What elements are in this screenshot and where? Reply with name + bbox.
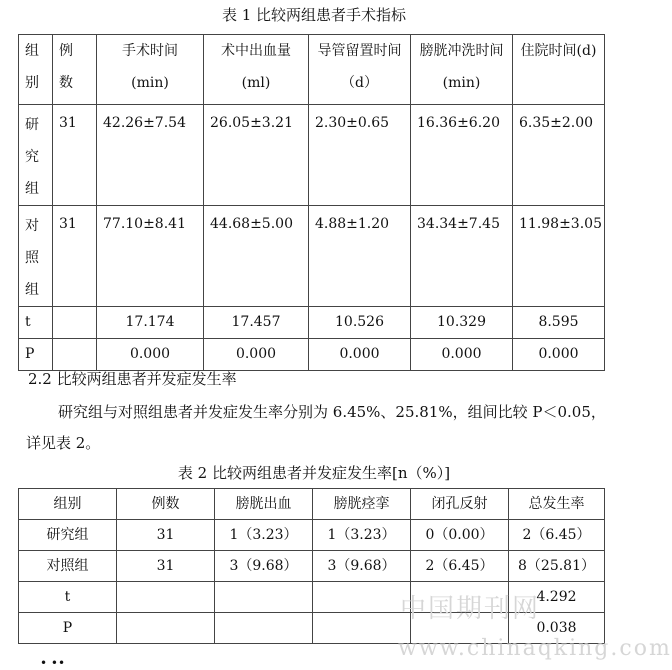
table-cell [313,582,411,613]
table-cell: 4.88±1.20 [309,206,411,307]
table-cell [53,339,97,371]
row-label: t [19,582,117,613]
table1-caption: 表 1 比较两组患者手术指标 [221,6,407,24]
table2-caption: 表 2 比较两组患者并发症发生率[n（%）] [177,464,451,482]
table-cell [117,582,215,613]
watermark-title: 中国期刊网 [400,594,541,624]
table-cell: 1（3.23） [215,520,313,551]
table-cell: 26.05±3.21 [204,105,309,206]
table-cell: 31 [117,520,215,551]
table-cell: 1（3.23） [313,520,411,551]
row-label: 对照组 [19,206,53,307]
col-header-bladder-spasm: 膀胱痉挛 [313,489,411,520]
table-cell [117,613,215,644]
table-cell: 0.000 [97,339,204,371]
row-label: t [19,307,53,339]
table-row [19,105,605,206]
table-cell: 4.292 [509,582,605,613]
table-cell [53,307,97,339]
table-cell: 11.98±3.05 [513,206,605,307]
table-row [19,206,605,307]
surgery-indicators-table [18,34,605,371]
col-header-count: 例数 [117,489,215,520]
table-cell: 0（0.00） [411,520,509,551]
col-header-bladder-bleeding: 膀胱出血 [215,489,313,520]
col-header-total-rate: 总发生率 [509,489,605,520]
col-header-catheter-time: 导管留置时间（d） [309,35,411,105]
col-header-blood-loss: 术中出血量(ml) [204,35,309,105]
section-heading: 2.2 比较两组患者并发症发生率 [28,370,237,388]
table-cell: 2（6.45） [411,551,509,582]
row-label: P [19,339,53,371]
table-header-row [19,489,605,520]
col-header-group: 组别 [19,35,53,105]
table-cell [215,582,313,613]
table-cell: 16.36±6.20 [411,105,513,206]
table-header-row [19,35,605,105]
watermark-url: www.chinaqking.com [398,636,672,661]
table-cell: 44.68±5.00 [204,206,309,307]
table-cell [215,613,313,644]
table-cell: 10.526 [309,307,411,339]
cutoff-text: • •• [40,656,66,670]
col-header-surgery-time: 手术时间(min) [97,35,204,105]
table-row [19,307,605,339]
table-cell: 3（9.68） [313,551,411,582]
col-header-bladder-irrigation: 膀胱冲洗时间(min) [411,35,513,105]
table-cell: 0.000 [513,339,605,371]
table-cell: 17.174 [97,307,204,339]
table-cell: 0.038 [509,613,605,644]
row-label: 研究组 [19,105,53,206]
table-cell: 31 [53,105,97,206]
table-cell: 42.26±7.54 [97,105,204,206]
table-cell: 8（25.81） [509,551,605,582]
table-row [19,520,605,551]
table-cell: 31 [53,206,97,307]
table-cell: 8.595 [513,307,605,339]
table-cell [313,613,411,644]
table-cell: 0.000 [204,339,309,371]
table-cell: 77.10±8.41 [97,206,204,307]
body-paragraph: 研究组与对照组患者并发症发生率分别为 6.45%、25.81%，组间比较 P＜0.05，详见表 2。 [26,403,606,452]
table-cell: 34.34±7.45 [411,206,513,307]
table-row [19,339,605,371]
row-label: 研究组 [19,520,117,551]
table-cell: 31 [117,551,215,582]
table-cell: 17.457 [204,307,309,339]
col-header-group: 组别 [19,489,117,520]
col-header-count: 例数 [53,35,97,105]
row-label: P [19,613,117,644]
table-row [19,551,605,582]
table-cell: 10.329 [411,307,513,339]
table-cell: 2（6.45） [509,520,605,551]
table-cell: 0.000 [411,339,513,371]
col-header-hospital-stay: 住院时间(d) [513,35,605,105]
table-cell: 6.35±2.00 [513,105,605,206]
table-cell: 0.000 [309,339,411,371]
row-label: 对照组 [19,551,117,582]
table-cell: 3（9.68） [215,551,313,582]
table-cell: 2.30±0.65 [309,105,411,206]
col-header-obturator-reflex: 闭孔反射 [411,489,509,520]
